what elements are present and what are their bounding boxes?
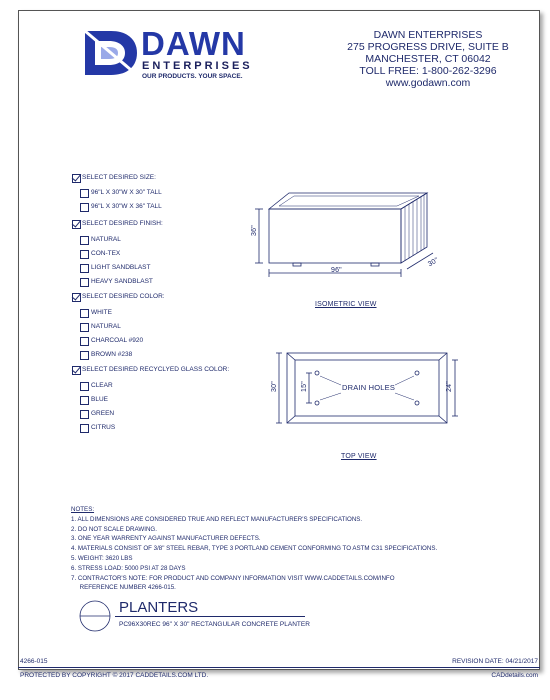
color-heading-checkbox[interactable] bbox=[72, 293, 81, 302]
top-right-dim-label: 24" bbox=[445, 381, 453, 392]
planter-foot bbox=[371, 263, 379, 266]
planter-front-face bbox=[269, 209, 401, 263]
glass-option-label: CITRUS bbox=[91, 424, 116, 431]
address-line: TOLL FREE: 1-800-262-3296 bbox=[359, 65, 497, 77]
planter-foot bbox=[293, 263, 301, 266]
drain-hole bbox=[315, 401, 319, 405]
note-line: 6. STRESS LOAD: 5000 PSI AT 28 DAYS bbox=[71, 564, 186, 572]
title-underline bbox=[115, 616, 305, 617]
dawn-logo bbox=[81, 27, 281, 83]
drawing-sheet bbox=[18, 10, 540, 670]
finish-heading-checkbox[interactable] bbox=[72, 220, 81, 229]
finish-option-label: CON-TEX bbox=[91, 250, 121, 257]
glass-heading: SELECT DESIRED RECYCLYED GLASS COLOR: bbox=[82, 366, 230, 373]
drain-hole bbox=[415, 401, 419, 405]
footer-divider bbox=[18, 667, 540, 668]
title-symbol-icon bbox=[75, 599, 115, 633]
top-inner-width-label: 15" bbox=[300, 381, 308, 392]
planter-top-face bbox=[269, 193, 427, 209]
address-line: DAWN ENTERPRISES bbox=[373, 29, 483, 41]
top-view-caption: TOP VIEW bbox=[341, 453, 377, 460]
address-line: MANCHESTER, CT 06042 bbox=[365, 53, 491, 65]
caddetails-link[interactable]: CADdetails.com bbox=[491, 672, 538, 679]
revision-date: REVISION DATE: 04/21/2017 bbox=[452, 658, 538, 665]
iso-width-label: 30" bbox=[426, 256, 440, 269]
iso-height-label: 36" bbox=[250, 225, 258, 236]
notes-block bbox=[71, 505, 437, 593]
drain-hole bbox=[415, 371, 419, 375]
website-link[interactable]: www.godawn.com bbox=[385, 77, 471, 89]
color-option-label: WHITE bbox=[91, 309, 112, 316]
glass-option-label: BLUE bbox=[91, 396, 108, 403]
glass-option-checkbox[interactable] bbox=[80, 396, 89, 405]
note-line: REFERENCE NUMBER 4266-015. bbox=[71, 584, 176, 592]
size-option-label: 96"L X 30"W X 30" TALL bbox=[91, 189, 162, 196]
size-heading: SELECT DESIRED SIZE: bbox=[82, 174, 156, 181]
logo-subname: ENTERPRISES bbox=[142, 60, 253, 72]
glass-option-label: GREEN bbox=[91, 410, 115, 417]
planter-top-inner bbox=[279, 196, 419, 206]
glass-option-checkbox[interactable] bbox=[80, 410, 89, 419]
company-address bbox=[333, 29, 523, 89]
logo-tagline: OUR PRODUCTS. YOUR SPACE. bbox=[142, 73, 243, 80]
note-line: 7. CONTRACTOR'S NOTE: FOR PRODUCT AND COMPANY INFORMATION VISIT WWW.CADDETAILS.COM/INFO bbox=[71, 574, 395, 582]
color-heading: SELECT DESIRED COLOR: bbox=[82, 293, 165, 300]
finish-option-checkbox[interactable] bbox=[80, 250, 89, 259]
finish-option-checkbox[interactable] bbox=[80, 278, 89, 287]
dawn-logo-mark-icon bbox=[81, 27, 141, 79]
size-option-label: 96"L X 30"W X 36" TALL bbox=[91, 203, 162, 210]
note-line: 5. WEIGHT: 3620 LBS bbox=[71, 554, 133, 562]
glass-heading-checkbox[interactable] bbox=[72, 366, 81, 375]
finish-heading: SELECT DESIRED FINISH: bbox=[82, 220, 163, 227]
iso-length-label: 96" bbox=[331, 267, 342, 274]
isometric-view-drawing bbox=[231, 179, 461, 309]
color-option-label: CHARCOAL #920 bbox=[91, 337, 144, 344]
color-option-checkbox[interactable] bbox=[80, 323, 89, 332]
finish-option-label: HEAVY SANDBLAST bbox=[91, 278, 153, 285]
color-option-label: NATURAL bbox=[91, 323, 121, 330]
isometric-view-caption: ISOMETRIC VIEW bbox=[315, 301, 377, 308]
note-line: 3. ONE YEAR WARRENTY AGAINST MANUFACTURER DEFECTS. bbox=[71, 535, 261, 543]
glass-option-checkbox[interactable] bbox=[80, 424, 89, 433]
finish-option-label: NATURAL bbox=[91, 236, 121, 243]
size-heading-checkbox[interactable] bbox=[72, 174, 81, 183]
color-option-label: BROWN #238 bbox=[91, 351, 133, 358]
reference-number: 4266-015 bbox=[20, 658, 48, 665]
color-option-checkbox[interactable] bbox=[80, 337, 89, 346]
copyright-notice: PROTECTED BY COPYRIGHT © 2017 CADDETAILS.COM LTD. bbox=[20, 672, 209, 679]
top-outer-width-label: 30" bbox=[270, 381, 278, 392]
finish-option-checkbox[interactable] bbox=[80, 264, 89, 273]
address-line: 275 PROGRESS DRIVE, SUITE B bbox=[347, 41, 509, 53]
note-line: 4. MATERIALS CONSIST OF 3/8" STEEL REBAR, TYPE 3 PORTLAND CEMENT CONFORMING TO ASTM C31 SPECIFICATIONS. bbox=[71, 545, 438, 553]
logo-name: DAWN bbox=[141, 25, 246, 62]
notes-heading: NOTES: bbox=[71, 506, 95, 513]
note-line: 2. DO NOT SCALE DRAWING. bbox=[71, 525, 157, 533]
drain-hole bbox=[315, 371, 319, 375]
size-option-checkbox[interactable] bbox=[80, 189, 89, 198]
glass-option-checkbox[interactable] bbox=[80, 382, 89, 391]
glass-option-label: CLEAR bbox=[91, 382, 113, 389]
drawing-title: PLANTERS bbox=[119, 599, 199, 616]
color-option-checkbox[interactable] bbox=[80, 351, 89, 360]
finish-option-checkbox[interactable] bbox=[80, 236, 89, 245]
drawing-subtitle: PC96X30REC 96" X 30" RECTANGULAR CONCRETE PLANTER bbox=[119, 621, 310, 628]
finish-option-label: LIGHT SANDBLAST bbox=[91, 264, 151, 271]
color-option-checkbox[interactable] bbox=[80, 309, 89, 318]
drain-holes-label: DRAIN HOLES bbox=[342, 383, 396, 392]
note-line: 1. ALL DIMENSIONS ARE CONSIDERED TRUE AND REFLECT MANUFACTURER'S SPECIFICATIONS. bbox=[71, 515, 363, 523]
size-option-checkbox[interactable] bbox=[80, 203, 89, 212]
